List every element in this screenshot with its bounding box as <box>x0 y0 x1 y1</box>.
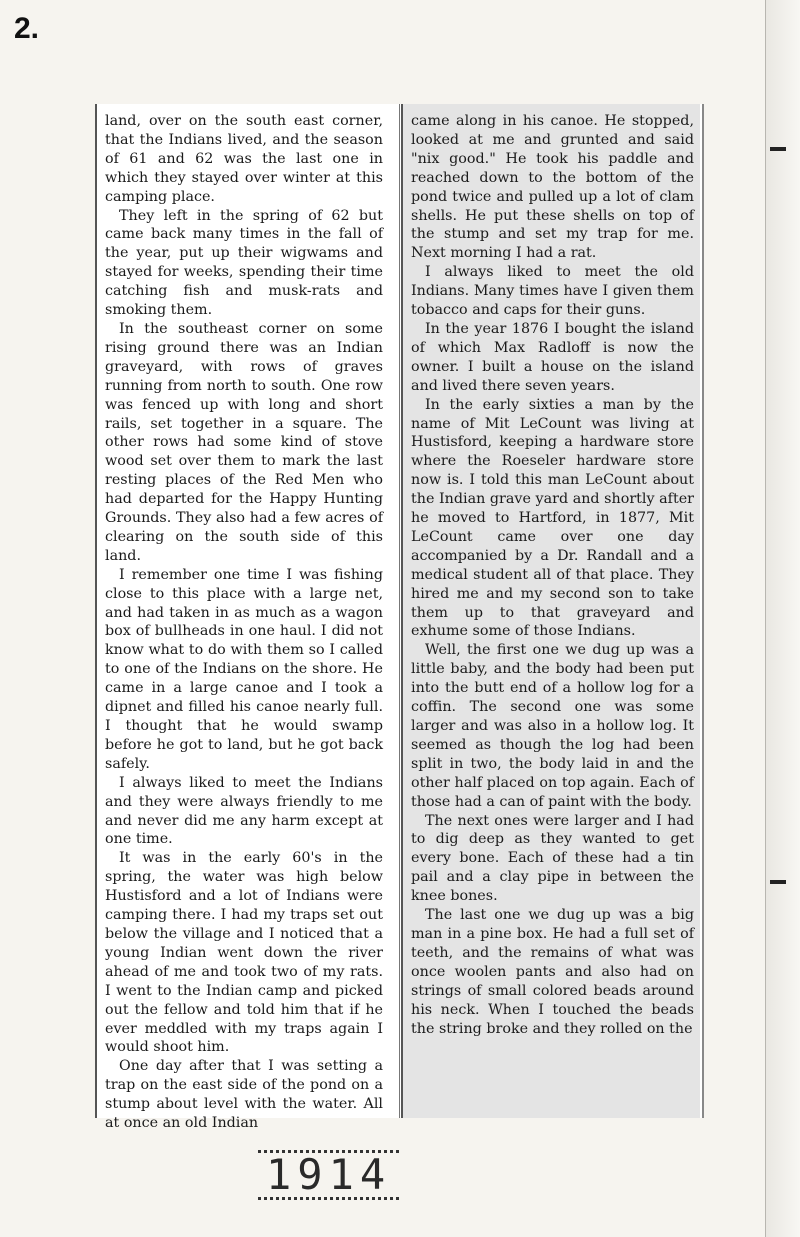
paragraph: They left in the spring of 62 but came back many times in the fall of the year, put up their wigwams and stayed for weeks, spending their time catching fish and musk-rats and smoking them. <box>105 207 383 319</box>
paragraph: In the southeast corner on some rising ground there was an Indian graveyard, with rows of graves running from north to south. One row was fenced up with long and short rails, set together in a square. The other rows had some kind of stove wood set over them to mark the last resting places of the Red Men who had departed for the Happy Hunting Grounds. They also had a few acres of clearing on the south side of this land. <box>105 320 383 564</box>
paragraph: Well, the first one we dug up was a little baby, and the body had been put into the butt end of a hollow log for a coffin. The second one was some larger and was also in a hollow log. It seemed as though the log had been split in two, the body laid in and the other half placed on top again. Each of those had a can of paint with the body. <box>411 642 694 810</box>
newspaper-clipping <box>95 104 704 1132</box>
paragraph: The last one we dug up was a big man in a pine box. He had a full set of teeth, and the remains of what was once woolen pants and also had on strings of small colored beads around his neck. When I touched the beads the string broke and they rolled on the <box>411 907 694 1037</box>
paragraph: One day after that I was setting a trap on the east side of the pond on a stump about level with the water. All at once an old Indian <box>105 1058 383 1132</box>
paragraph: In the early sixties a man by the name of Mit LeCount was living at Hustisford, keeping a hardware store where the Roeseler hardware store now is. I told this man LeCount about the Indian grave yard and shortly after he moved to Hartford, in 1877, Mit LeCount came over one day accompanied by a Dr. Randall and a medical student all of that place. They hired me and my second son to take them up to that graveyard and exhume some of those Indians. <box>411 396 694 640</box>
left-column <box>97 104 389 1132</box>
column-divider <box>399 104 400 1118</box>
edge-mark <box>770 147 786 151</box>
paragraph: I always liked to meet the old Indians. Many times have I given them tobacco and caps for their guns. <box>411 264 694 319</box>
paragraph: In the year 1876 I bought the island of which Max Radloff is now the owner. I built a house on the island and lived there seven years. <box>411 320 694 394</box>
paragraph: came along in his canoe. He stopped, looked at me and grunted and said "nix good." He took his paddle and reached down to the bottom of the pond twice and pulled up a lot of clam shells. He put these shells on top of the stump and set my trap for me. Next morning I had a rat. <box>411 113 694 262</box>
paragraph: I always liked to meet the Indians and they were always friendly to me and never did me any harm except at one time. <box>105 774 383 848</box>
paragraph: It was in the early 60's in the spring, the water was high below Hustisford and a lot of Indians were camping there. I had my traps set out below the village and I noticed that a young Indian went down the river ahead of me and took two of my rats. I went to the Indian camp and picked out the fellow and told him that if he ever meddled with my traps again I would shoot him. <box>105 850 383 1056</box>
perforated-stamp: 1914 <box>258 1150 399 1200</box>
edge-mark <box>770 880 786 884</box>
paragraph: The next ones were larger and I had to dig deep as they wanted to get every bone. Each of these had a tin pail and a clay pipe in between the knee bones. <box>411 812 694 905</box>
paragraph: land, over on the south east corner, that the Indians lived, and the season of 61 and 62 was the last one in which they stayed over winter at this camping place. <box>105 113 383 205</box>
right-column <box>401 104 700 1118</box>
paragraph: I remember one time I was fishing close to this place with a large net, and had taken in as much as a wagon box of bullheads in one haul. I did not know what to do with them so I called to one of the Indians on the shore. He came in a large canoe and I took a dipnet and filled his canoe nearly full. I thought that he would swamp before he got to land, but he got back safely. <box>105 566 383 772</box>
page-edge <box>765 0 800 1237</box>
page-number: 2. <box>14 12 40 45</box>
